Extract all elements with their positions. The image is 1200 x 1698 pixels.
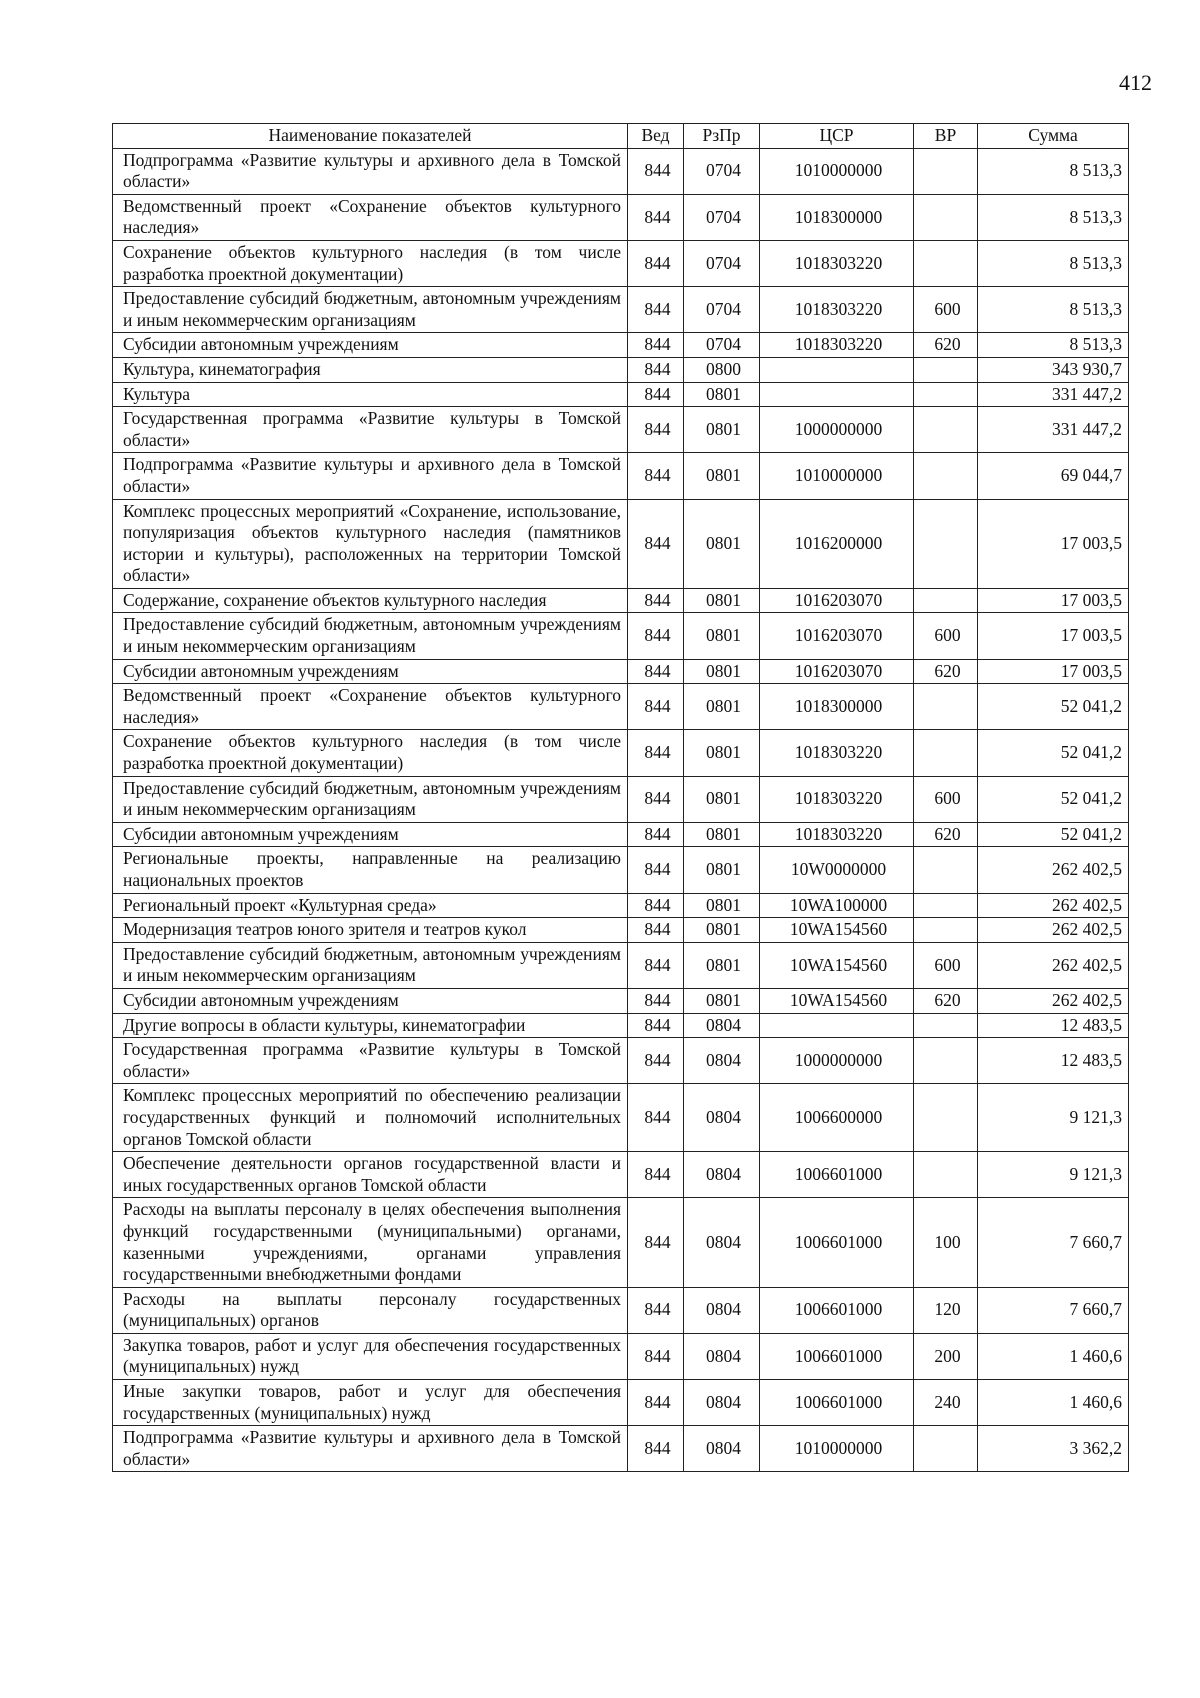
cell-vr: [914, 148, 978, 194]
cell-sum: 52 041,2: [978, 684, 1129, 730]
header-rzpr: РзПр: [684, 124, 760, 149]
cell-rzpr: 0801: [684, 988, 760, 1013]
table-row: [113, 822, 1129, 847]
cell-csr: 1010000000: [760, 453, 914, 499]
cell-vr: 120: [914, 1287, 978, 1333]
table-body: [113, 148, 1129, 1472]
table-row: [113, 613, 1129, 659]
cell-sum: 331 447,2: [978, 382, 1129, 407]
table-row: [113, 730, 1129, 776]
cell-vr: [914, 1426, 978, 1472]
cell-rzpr: 0801: [684, 918, 760, 943]
table-row: [113, 148, 1129, 194]
cell-vr: 620: [914, 659, 978, 684]
cell-sum: 7 660,7: [978, 1198, 1129, 1287]
cell-csr: 1000000000: [760, 1038, 914, 1084]
cell-rzpr: 0804: [684, 1380, 760, 1426]
cell-ved: 844: [628, 357, 684, 382]
cell-ved: 844: [628, 847, 684, 893]
cell-name: Предоставление субсидий бюджетным, автономным учреждениям и иным некоммерческим организациям: [113, 287, 628, 333]
cell-sum: 52 041,2: [978, 730, 1129, 776]
cell-rzpr: 0804: [684, 1038, 760, 1084]
cell-csr: 1018303220: [760, 730, 914, 776]
cell-rzpr: 0801: [684, 382, 760, 407]
cell-vr: [914, 918, 978, 943]
table-row: [113, 194, 1129, 240]
table-row: [113, 382, 1129, 407]
cell-sum: 262 402,5: [978, 847, 1129, 893]
cell-ved: 844: [628, 407, 684, 453]
cell-ved: 844: [628, 1013, 684, 1038]
cell-csr: 1018303220: [760, 287, 914, 333]
cell-csr: 1016203070: [760, 588, 914, 613]
cell-name: Подпрограмма «Развитие культуры и архивного дела в Томской области»: [113, 148, 628, 194]
cell-name: Субсидии автономным учреждениям: [113, 822, 628, 847]
table-row: [113, 942, 1129, 988]
cell-ved: 844: [628, 1084, 684, 1152]
cell-name: Предоставление субсидий бюджетным, автономным учреждениям и иным некоммерческим организациям: [113, 942, 628, 988]
cell-name: Субсидии автономным учреждениям: [113, 988, 628, 1013]
header-csr: ЦСР: [760, 124, 914, 149]
cell-rzpr: 0801: [684, 499, 760, 588]
page-number: 412: [1119, 70, 1152, 95]
cell-sum: 262 402,5: [978, 988, 1129, 1013]
cell-ved: 844: [628, 776, 684, 822]
cell-rzpr: 0801: [684, 847, 760, 893]
cell-rzpr: 0801: [684, 659, 760, 684]
cell-rzpr: 0801: [684, 776, 760, 822]
cell-vr: 600: [914, 613, 978, 659]
cell-vr: [914, 847, 978, 893]
cell-vr: 620: [914, 988, 978, 1013]
cell-sum: 9 121,3: [978, 1084, 1129, 1152]
table-row: [113, 1038, 1129, 1084]
cell-rzpr: 0801: [684, 893, 760, 918]
cell-rzpr: 0704: [684, 194, 760, 240]
cell-vr: [914, 357, 978, 382]
cell-sum: 12 483,5: [978, 1013, 1129, 1038]
header-vr: ВР: [914, 124, 978, 149]
cell-vr: [914, 407, 978, 453]
cell-rzpr: 0804: [684, 1152, 760, 1198]
cell-rzpr: 0704: [684, 240, 760, 286]
table-row: [113, 776, 1129, 822]
cell-rzpr: 0801: [684, 684, 760, 730]
cell-vr: [914, 1038, 978, 1084]
table-header-row: [113, 124, 1129, 149]
cell-vr: 100: [914, 1198, 978, 1287]
cell-ved: 844: [628, 684, 684, 730]
cell-csr: [760, 357, 914, 382]
cell-vr: [914, 893, 978, 918]
cell-sum: 17 003,5: [978, 613, 1129, 659]
cell-csr: 1016203070: [760, 659, 914, 684]
cell-name: Субсидии автономным учреждениям: [113, 333, 628, 358]
cell-rzpr: 0801: [684, 822, 760, 847]
table-row: [113, 918, 1129, 943]
cell-csr: 1000000000: [760, 407, 914, 453]
cell-name: Подпрограмма «Развитие культуры и архивного дела в Томской области»: [113, 1426, 628, 1472]
cell-ved: 844: [628, 730, 684, 776]
table-row: [113, 847, 1129, 893]
budget-table: [112, 123, 1129, 1472]
cell-rzpr: 0801: [684, 453, 760, 499]
cell-vr: 600: [914, 776, 978, 822]
cell-name: Модернизация театров юного зрителя и театров кукол: [113, 918, 628, 943]
cell-sum: 262 402,5: [978, 942, 1129, 988]
cell-sum: 17 003,5: [978, 499, 1129, 588]
cell-vr: 200: [914, 1333, 978, 1379]
cell-csr: 1010000000: [760, 148, 914, 194]
cell-vr: [914, 730, 978, 776]
cell-sum: 8 513,3: [978, 287, 1129, 333]
cell-sum: 9 121,3: [978, 1152, 1129, 1198]
cell-csr: 1018300000: [760, 194, 914, 240]
cell-sum: 8 513,3: [978, 148, 1129, 194]
table-row: [113, 1013, 1129, 1038]
table-row: [113, 1198, 1129, 1287]
cell-sum: 262 402,5: [978, 893, 1129, 918]
cell-sum: 8 513,3: [978, 240, 1129, 286]
header-ved: Вед: [628, 124, 684, 149]
cell-sum: 8 513,3: [978, 194, 1129, 240]
table-row: [113, 287, 1129, 333]
table-row: [113, 659, 1129, 684]
cell-ved: 844: [628, 1038, 684, 1084]
cell-ved: 844: [628, 194, 684, 240]
table-row: [113, 988, 1129, 1013]
cell-csr: 1006601000: [760, 1380, 914, 1426]
table-row: [113, 357, 1129, 382]
table-row: [113, 499, 1129, 588]
cell-name: Иные закупки товаров, работ и услуг для обеспечения государственных (муниципальных) нужд: [113, 1380, 628, 1426]
cell-name: Государственная программа «Развитие культуры в Томской области»: [113, 1038, 628, 1084]
cell-name: Субсидии автономным учреждениям: [113, 659, 628, 684]
cell-name: Предоставление субсидий бюджетным, автономным учреждениям и иным некоммерческим организациям: [113, 613, 628, 659]
cell-ved: 844: [628, 333, 684, 358]
table-row: [113, 1084, 1129, 1152]
table-row: [113, 1380, 1129, 1426]
cell-ved: 844: [628, 240, 684, 286]
cell-name: Содержание, сохранение объектов культурного наследия: [113, 588, 628, 613]
cell-csr: 10WA154560: [760, 918, 914, 943]
cell-csr: [760, 1013, 914, 1038]
cell-rzpr: 0804: [684, 1013, 760, 1038]
cell-csr: 1006601000: [760, 1152, 914, 1198]
cell-name: Предоставление субсидий бюджетным, автономным учреждениям и иным некоммерческим организациям: [113, 776, 628, 822]
cell-csr: 1006601000: [760, 1333, 914, 1379]
cell-csr: 1018303220: [760, 333, 914, 358]
cell-ved: 844: [628, 1287, 684, 1333]
table-row: [113, 240, 1129, 286]
cell-vr: [914, 1084, 978, 1152]
cell-ved: 844: [628, 1333, 684, 1379]
cell-vr: 620: [914, 822, 978, 847]
table-row: [113, 1333, 1129, 1379]
table-row: [113, 684, 1129, 730]
cell-sum: 3 362,2: [978, 1426, 1129, 1472]
cell-rzpr: 0801: [684, 407, 760, 453]
cell-csr: 1006601000: [760, 1198, 914, 1287]
cell-rzpr: 0800: [684, 357, 760, 382]
cell-ved: 844: [628, 382, 684, 407]
cell-sum: 17 003,5: [978, 659, 1129, 684]
cell-name: Культура, кинематография: [113, 357, 628, 382]
cell-rzpr: 0804: [684, 1287, 760, 1333]
cell-ved: 844: [628, 942, 684, 988]
cell-rzpr: 0804: [684, 1426, 760, 1472]
cell-rzpr: 0804: [684, 1084, 760, 1152]
cell-name: Сохранение объектов культурного наследия (в том числе разработка проектной документации): [113, 240, 628, 286]
cell-ved: 844: [628, 918, 684, 943]
cell-vr: [914, 1152, 978, 1198]
cell-csr: 1016203070: [760, 613, 914, 659]
table-row: [113, 1287, 1129, 1333]
cell-rzpr: 0704: [684, 148, 760, 194]
header-name: Наименование показателей: [113, 124, 628, 149]
cell-csr: 10W0000000: [760, 847, 914, 893]
cell-sum: 331 447,2: [978, 407, 1129, 453]
cell-sum: 12 483,5: [978, 1038, 1129, 1084]
cell-vr: [914, 684, 978, 730]
cell-ved: 844: [628, 287, 684, 333]
cell-ved: 844: [628, 822, 684, 847]
table-row: [113, 453, 1129, 499]
cell-vr: 600: [914, 942, 978, 988]
cell-vr: [914, 194, 978, 240]
cell-csr: 1006601000: [760, 1287, 914, 1333]
cell-rzpr: 0801: [684, 588, 760, 613]
cell-vr: [914, 382, 978, 407]
cell-csr: 1018303220: [760, 776, 914, 822]
cell-vr: 600: [914, 287, 978, 333]
cell-ved: 844: [628, 499, 684, 588]
cell-name: Культура: [113, 382, 628, 407]
cell-csr: [760, 382, 914, 407]
cell-ved: 844: [628, 588, 684, 613]
cell-ved: 844: [628, 148, 684, 194]
cell-sum: 52 041,2: [978, 822, 1129, 847]
cell-csr: 1006600000: [760, 1084, 914, 1152]
cell-ved: 844: [628, 988, 684, 1013]
cell-ved: 844: [628, 659, 684, 684]
cell-ved: 844: [628, 1426, 684, 1472]
cell-name: Комплекс процессных мероприятий по обеспечению реализации государственных функций и полномочий исполнительных органов Томской области: [113, 1084, 628, 1152]
cell-name: Комплекс процессных мероприятий «Сохранение, использование, популяризация объектов культурного наследия (памятников истории и культуры), расположенных на территории Томской области»: [113, 499, 628, 588]
cell-rzpr: 0804: [684, 1333, 760, 1379]
cell-ved: 844: [628, 1152, 684, 1198]
cell-name: Другие вопросы в области культуры, кинематографии: [113, 1013, 628, 1038]
table-row: [113, 333, 1129, 358]
cell-vr: [914, 1013, 978, 1038]
cell-ved: 844: [628, 453, 684, 499]
cell-csr: 1018303220: [760, 822, 914, 847]
cell-rzpr: 0804: [684, 1198, 760, 1287]
cell-csr: 1018300000: [760, 684, 914, 730]
cell-csr: 10WA154560: [760, 942, 914, 988]
cell-sum: 262 402,5: [978, 918, 1129, 943]
cell-vr: 240: [914, 1380, 978, 1426]
cell-vr: [914, 588, 978, 613]
cell-name: Региональный проект «Культурная среда»: [113, 893, 628, 918]
cell-vr: [914, 240, 978, 286]
cell-name: Расходы на выплаты персоналу государственных (муниципальных) органов: [113, 1287, 628, 1333]
cell-ved: 844: [628, 1198, 684, 1287]
cell-vr: 620: [914, 333, 978, 358]
cell-sum: 7 660,7: [978, 1287, 1129, 1333]
cell-ved: 844: [628, 1380, 684, 1426]
cell-rzpr: 0801: [684, 942, 760, 988]
cell-sum: 343 930,7: [978, 357, 1129, 382]
table-row: [113, 407, 1129, 453]
cell-sum: 52 041,2: [978, 776, 1129, 822]
cell-vr: [914, 499, 978, 588]
table-row: [113, 893, 1129, 918]
cell-name: Региональные проекты, направленные на реализацию национальных проектов: [113, 847, 628, 893]
cell-vr: [914, 453, 978, 499]
cell-name: Ведомственный проект «Сохранение объектов культурного наследия»: [113, 194, 628, 240]
cell-name: Сохранение объектов культурного наследия (в том числе разработка проектной документации): [113, 730, 628, 776]
cell-sum: 17 003,5: [978, 588, 1129, 613]
cell-csr: 10WA154560: [760, 988, 914, 1013]
cell-name: Расходы на выплаты персоналу в целях обеспечения выполнения функций государственными (муниципальными) органами, казенными учреждениями, органами управления государственными внебюджетными фондами: [113, 1198, 628, 1287]
cell-csr: 1010000000: [760, 1426, 914, 1472]
cell-rzpr: 0801: [684, 613, 760, 659]
cell-rzpr: 0801: [684, 730, 760, 776]
cell-name: Ведомственный проект «Сохранение объектов культурного наследия»: [113, 684, 628, 730]
cell-name: Обеспечение деятельности органов государственной власти и иных государственных органов Томской области: [113, 1152, 628, 1198]
cell-sum: 69 044,7: [978, 453, 1129, 499]
cell-sum: 1 460,6: [978, 1333, 1129, 1379]
cell-ved: 844: [628, 613, 684, 659]
cell-sum: 8 513,3: [978, 333, 1129, 358]
table-row: [113, 588, 1129, 613]
table-row: [113, 1426, 1129, 1472]
cell-sum: 1 460,6: [978, 1380, 1129, 1426]
cell-name: Подпрограмма «Развитие культуры и архивного дела в Томской области»: [113, 453, 628, 499]
table-row: [113, 1152, 1129, 1198]
cell-name: Закупка товаров, работ и услуг для обеспечения государственных (муниципальных) нужд: [113, 1333, 628, 1379]
cell-csr: 1018303220: [760, 240, 914, 286]
cell-name: Государственная программа «Развитие культуры в Томской области»: [113, 407, 628, 453]
cell-rzpr: 0704: [684, 333, 760, 358]
cell-csr: 10WA100000: [760, 893, 914, 918]
cell-ved: 844: [628, 893, 684, 918]
header-sum: Сумма: [978, 124, 1129, 149]
cell-rzpr: 0704: [684, 287, 760, 333]
cell-csr: 1016200000: [760, 499, 914, 588]
